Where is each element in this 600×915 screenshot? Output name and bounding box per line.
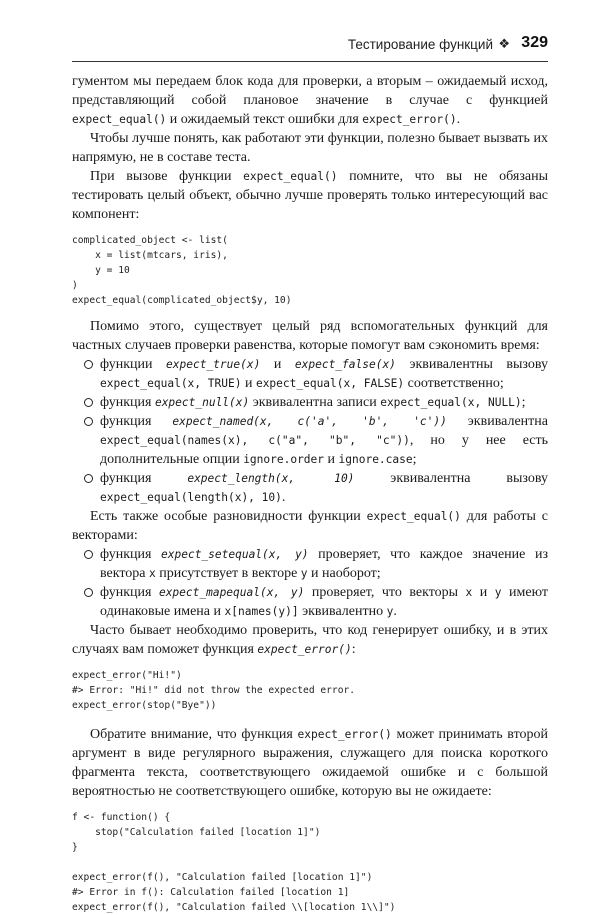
text: ; bbox=[521, 395, 526, 410]
text: эквивалентна записи bbox=[249, 395, 381, 410]
list-item bbox=[72, 412, 548, 469]
text: эквивалентна вызову bbox=[354, 471, 548, 486]
text: проверяет, что каждое значение из вектора bbox=[100, 547, 548, 581]
function-name: expect_mapequal(x, y) bbox=[158, 586, 305, 599]
function-name: expect_true(x) bbox=[166, 358, 261, 371]
text: проверяет, что векторы bbox=[304, 585, 466, 600]
text: эквивалентны вызову bbox=[395, 357, 548, 372]
text: и наоборот; bbox=[307, 566, 381, 581]
text: и bbox=[324, 452, 339, 467]
text: функция bbox=[100, 547, 162, 562]
inline-code: y bbox=[300, 567, 308, 580]
text: соответственно; bbox=[404, 376, 504, 391]
text: При вызове функции bbox=[90, 169, 244, 184]
text: имеют одинаковые имена и bbox=[100, 585, 548, 619]
text: функции bbox=[100, 357, 167, 372]
text: : bbox=[351, 642, 356, 657]
code-block-3: f <- function() { stop("Calculation failed [location 1]") } expect_error(f(), "Calculation failed [location 1]") #> Error in f(): Calculation failed [location 1] expect_error(f(), "Calculation failed \\[location 1\\]") bbox=[72, 812, 396, 913]
inline-code: x bbox=[465, 586, 473, 599]
paragraph-4 bbox=[72, 317, 548, 355]
text: может принимать второй аргумент в виде регулярного выражения, служащего для поиска короткого фрагмента текста, соответствующего ожидаемой ошибке и с большой вероятностью не соответствующего ошибке, которую вы не ожидаете: bbox=[72, 727, 548, 799]
bullet-circle-icon bbox=[84, 398, 93, 407]
page-body bbox=[72, 72, 548, 915]
inline-code: expect_equal() bbox=[243, 170, 338, 183]
page-number: 329 bbox=[521, 34, 548, 51]
text: . bbox=[281, 490, 286, 505]
function-name: expect_length(x, 10) bbox=[187, 472, 355, 485]
paragraph-1 bbox=[72, 72, 548, 129]
text: для работы с векторами: bbox=[72, 509, 548, 543]
list-item bbox=[72, 583, 548, 621]
inline-code: y bbox=[386, 605, 394, 618]
text: Есть также особые разновидности функции bbox=[90, 509, 367, 524]
text: помните, что вы не обязаны тестировать целый объект, обычно лучше проверять только интересующий вас компонент: bbox=[72, 169, 548, 222]
inline-code: expect_equal(x, NULL) bbox=[380, 396, 522, 409]
diamond-ornament-icon: ❖ bbox=[498, 36, 510, 51]
paragraph-5 bbox=[72, 507, 548, 545]
list-item bbox=[72, 393, 548, 412]
bullet-circle-icon bbox=[84, 360, 93, 369]
inline-code: expect_equal() bbox=[72, 113, 167, 126]
paragraph-2 bbox=[72, 129, 548, 167]
text: функция bbox=[100, 585, 159, 600]
list-item bbox=[72, 469, 548, 507]
text: Чтобы лучше понять, как работают эти функции, полезно бывает вызвать их напрямую, не в составе теста. bbox=[72, 131, 548, 165]
text: присутствует в векторе bbox=[155, 566, 301, 581]
bullet-list-1 bbox=[72, 355, 548, 507]
inline-code: ignore.order bbox=[243, 453, 325, 466]
inline-code: expect_equal(length(x), 10) bbox=[100, 491, 282, 504]
code-block-2: expect_error("Hi!") #> Error: "Hi!" did not throw the expected error. expect_error(stop("Bye")) bbox=[72, 670, 356, 711]
function-name: expect_null(x) bbox=[154, 396, 250, 409]
inline-code: ignore.case bbox=[338, 453, 413, 466]
inline-code: expect_equal(x, FALSE) bbox=[255, 377, 405, 390]
list-item bbox=[72, 545, 548, 583]
paragraph-6 bbox=[72, 621, 548, 659]
paragraph-7 bbox=[72, 725, 548, 801]
text: функция bbox=[100, 395, 155, 410]
text: эквивалентно bbox=[298, 604, 387, 619]
text: функция bbox=[100, 471, 188, 486]
inline-code: y bbox=[494, 586, 502, 599]
text: и bbox=[260, 357, 295, 372]
inline-code: expect_error() bbox=[297, 728, 392, 741]
running-header-title: Тестирование функций bbox=[347, 37, 493, 52]
paragraph-3 bbox=[72, 167, 548, 224]
text: и bbox=[472, 585, 495, 600]
bullet-circle-icon bbox=[84, 588, 93, 597]
bullet-circle-icon bbox=[84, 550, 93, 559]
function-name: expect_named(x, c('a', 'b', 'c')) bbox=[172, 415, 447, 428]
text: и bbox=[241, 376, 256, 391]
text: Обратите внимание, что функция bbox=[90, 727, 298, 742]
text: . bbox=[393, 604, 397, 619]
bullet-circle-icon bbox=[84, 474, 93, 483]
inline-code: expect_equal(x, TRUE) bbox=[100, 377, 242, 390]
text: и ожидаемый текст ошибки для bbox=[166, 112, 363, 127]
inline-code: expect_equal(names(x), c("a", "b", "c")) bbox=[100, 434, 410, 447]
text: функция bbox=[100, 414, 173, 429]
function-name: expect_error() bbox=[257, 643, 352, 656]
text: гументом мы передаем блок кода для проверки, а вторым – ожидаемый исход, представляющий собой плановое значение в случае с функцией bbox=[72, 74, 548, 108]
code-block-1: complicated_object <- list( x = list(mtcars, iris), y = 10 ) expect_equal(complicated_object$y, 10) bbox=[72, 235, 292, 306]
inline-code: x[names(y)] bbox=[224, 605, 299, 618]
list-item bbox=[72, 355, 548, 393]
text: ; bbox=[412, 452, 417, 467]
bullet-circle-icon bbox=[84, 417, 93, 426]
text: Часто бывает необходимо проверить, что код генерирует ошибку, и в этих случаях вам поможет функция bbox=[72, 623, 548, 657]
function-name: expect_setequal(x, y) bbox=[161, 548, 309, 561]
text: Помимо этого, существует целый ряд вспомогательных функций для частных случаев проверки равенства, которые помогут вам сэкономить время: bbox=[72, 319, 548, 353]
inline-code: x bbox=[149, 567, 156, 580]
function-name: expect_false(x) bbox=[294, 358, 396, 371]
bullet-list-2 bbox=[72, 545, 548, 621]
text: эквивалентна bbox=[446, 414, 548, 429]
running-header bbox=[72, 33, 548, 62]
text: . bbox=[456, 112, 461, 127]
text: , но у нее есть дополнительные опции bbox=[100, 433, 548, 467]
inline-code: expect_equal() bbox=[366, 510, 461, 523]
inline-code: expect_error() bbox=[362, 113, 457, 126]
